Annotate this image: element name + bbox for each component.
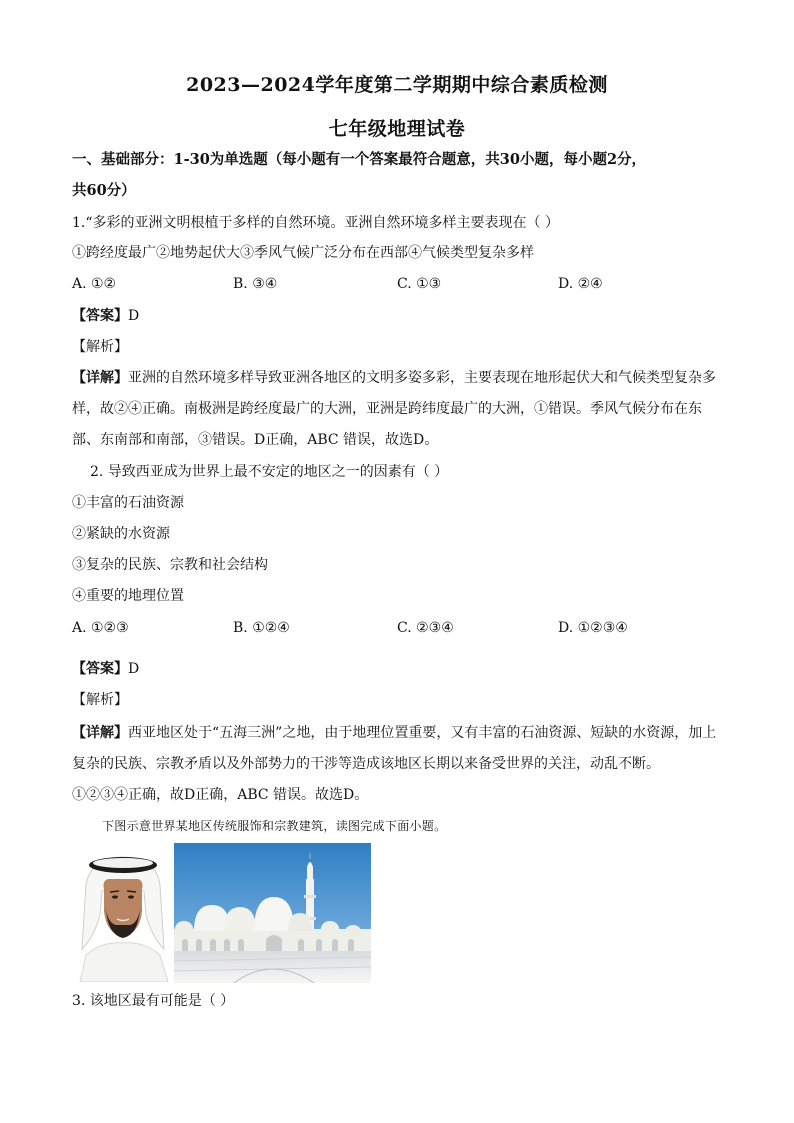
q2-statement-1: ①丰富的石油资源 (72, 495, 184, 511)
q1-answer (72, 306, 139, 326)
q2-detail-text1: 西亚地区处于“五海三洲”之地，由于地理位置重要，又有丰富的石油资源、短缺的水资源，加上 (128, 725, 717, 741)
exam-title: 2023—2024学年度第二学期期中综合素质检测 (186, 74, 608, 96)
q1-detail-text1: 亚洲的自然环境多样导致亚洲各地区的文明多姿多彩，主要表现在地形起伏大和气候类型复杂多 (128, 370, 716, 386)
q2-answer-value: D (128, 661, 140, 677)
q2-option-c: C. ②③④ (397, 620, 454, 636)
q1-analysis-tag: 【解析】 (72, 339, 128, 355)
portrait-illustration (72, 845, 174, 982)
q1-answer-value: D (128, 308, 140, 324)
section-heading-line1: 一、基础部分：1-30为单选题（每小题有一个答案最符合题意，共30小题，每小题2分， (72, 151, 647, 168)
q2-statement-4: ④重要的地理位置 (72, 588, 184, 604)
q2-answer (72, 659, 139, 679)
q1-option-d: D. ②④ (558, 276, 603, 292)
q1-statements: ①跨经度最广②地势起伏大③季风气候广泛分布在西部④气候类型复杂多样 (72, 245, 534, 261)
exam-subtitle: 七年级地理试卷 (328, 118, 466, 140)
q2-option-b: B. ①②④ (233, 620, 290, 636)
q2-detail-line3: ①②③④正确，故D正确，ABC 错误。故选D。 (72, 787, 369, 803)
q1-detail-line2: 样，故②④正确。南极洲是跨经度最广的大洲，亚洲是跨纬度最广的大洲，①错误。季风气候分布在东 (72, 401, 702, 417)
q2-detail-line2: 复杂的民族、宗教矛盾以及外部势力的干涉等造成该地区长期以来备受世界的关注，动乱不断。 (72, 756, 660, 772)
q1-option-b: B. ③④ (233, 276, 278, 292)
q1-option-a: A. ①② (72, 276, 117, 292)
traditional-dress-photo (72, 845, 174, 982)
q2-analysis-tag: 【解析】 (72, 692, 128, 708)
q1-stem: 1.“多彩的亚洲文明根植于多样的自然环境。亚洲自然环境多样主要表现在（ ） (72, 215, 559, 231)
section-heading-line2: 共60分） (72, 182, 136, 199)
q2-answer-tag: 【答案】 (72, 661, 128, 677)
q1-detail-tag: 【详解】 (72, 370, 128, 386)
q2-statement-3: ③复杂的民族、宗教和社会结构 (72, 557, 268, 573)
q2-statement-2: ②紧缺的水资源 (72, 526, 170, 542)
q3-stem: 3. 该地区最有可能是（ ） (72, 993, 235, 1009)
figure-caption: 下图示意世界某地区传统服饰和宗教建筑，读图完成下面小题。 (102, 819, 447, 833)
religious-building-photo (174, 843, 371, 983)
q2-option-a: A. ①②③ (72, 620, 129, 636)
q1-detail-line3: 部、东南部和南部，③错误。D正确，ABC 错误，故选D。 (72, 432, 439, 448)
q2-detail-line1 (72, 723, 716, 743)
q2-detail-tag: 【详解】 (72, 725, 128, 741)
mosque-illustration (174, 843, 371, 983)
q2-stem: 2. 导致西亚成为世界上最不安定的地区之一的因素有（ ） (90, 464, 449, 480)
q2-option-d: D. ①②③④ (558, 620, 628, 636)
q1-answer-tag: 【答案】 (72, 308, 128, 324)
q1-option-c: C. ①③ (397, 276, 442, 292)
q1-detail-line1 (72, 368, 716, 388)
